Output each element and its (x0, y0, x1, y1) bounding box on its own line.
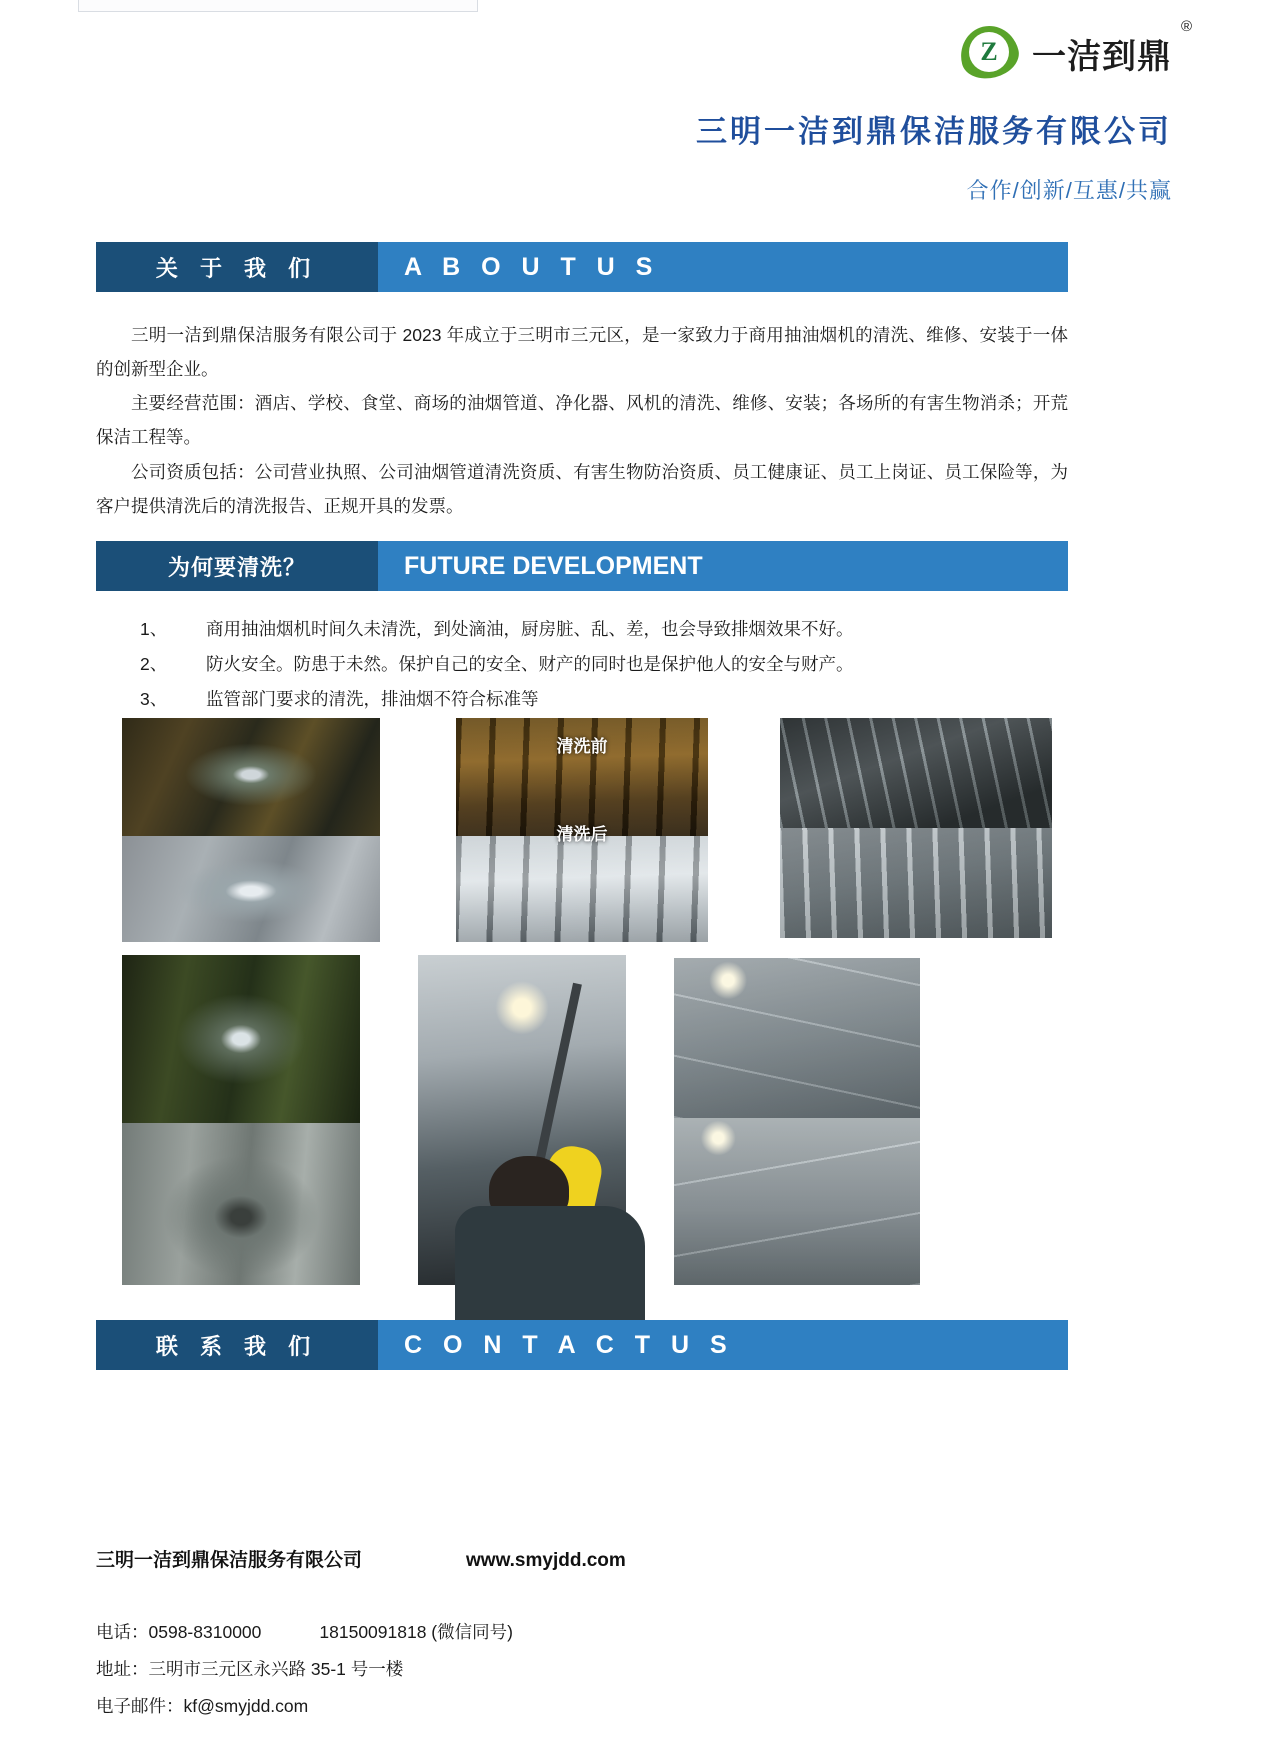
contact-cn-label: 联 系 我 们 (96, 1320, 378, 1370)
email-label: 电子邮件： (96, 1695, 184, 1716)
photo-duct-interior-dirty (122, 955, 360, 1123)
reason-number-2: 2、 (140, 654, 168, 674)
about-en-label: A B O U T U S (378, 242, 1068, 292)
photo-ceiling-duct-1 (674, 958, 920, 1118)
why-clean-list (96, 612, 1068, 717)
about-paragraph-1: 三明一洁到鼎保洁服务有限公司于 2023 年成立于三明市三元区，是一家致力于商用抽油烟机的清洗、维修、安装于一体的创新型企业。 (96, 325, 1068, 380)
why-clean-cn-label: 为何要清洗？ (96, 541, 378, 591)
caption-after: 清洗后 (556, 825, 608, 844)
logo-wordmark: 一洁到鼎 (1032, 36, 1172, 77)
phone-label: 电话： (96, 1622, 149, 1642)
contact-details (96, 1545, 1096, 1724)
phone-primary: 0598-8310000 (148, 1622, 262, 1642)
address-label: 地址： (96, 1658, 149, 1679)
contact-en-label: C O N T A C T U S (378, 1320, 1068, 1370)
page-title: 三明一洁到鼎保洁服务有限公司 (696, 114, 1172, 150)
section-banner-why-clean (96, 541, 1068, 591)
contact-address-row (96, 1651, 1096, 1688)
why-clean-en-label: FUTURE DEVELOPMENT (378, 541, 1068, 591)
phone-secondary: 18150091818 (微信同号) (319, 1622, 513, 1642)
company-slogan: 合作/创新/互惠/共赢 (966, 178, 1172, 203)
about-body (96, 318, 1068, 523)
logo-leaf-icon (960, 22, 1022, 84)
contact-phone-row (96, 1614, 1096, 1651)
reason-number-1: 1、 (140, 619, 168, 639)
photo-filters-after (456, 825, 708, 942)
email-value[interactable]: kf@smyjdd.com (183, 1695, 309, 1716)
page-header (0, 14, 1264, 224)
photo-duct-after-clean (122, 836, 380, 942)
address-value: 三明市三元区永兴路 35-1 号一楼 (148, 1658, 404, 1679)
reason-text-2: 防火安全。防患于未然。保护自己的安全、财产的同时也是保护他人的安全与财产。 (206, 654, 854, 674)
contact-email-row (96, 1688, 1096, 1725)
caption-before: 清洗前 (556, 737, 608, 756)
photo-duct-interior-gray (122, 1123, 360, 1285)
section-banner-about (96, 242, 1068, 292)
photo-hood-parts (780, 828, 1052, 938)
contact-company: 三明一洁到鼎保洁服务有限公司 (96, 1550, 363, 1571)
photo-ceiling-duct-2 (674, 1118, 920, 1285)
list-item (96, 647, 1068, 682)
contact-website[interactable]: www.smyjdd.com (466, 1550, 626, 1571)
section-banner-contact (96, 1320, 1068, 1370)
registered-mark: ® (1180, 18, 1192, 35)
photo-gallery (0, 710, 1264, 1290)
photo-filters-before (456, 718, 708, 836)
reason-text-3: 监管部门要求的清洗，排油烟不符合标准等 (206, 689, 539, 709)
reason-number-3: 3、 (140, 689, 168, 709)
photo-worker-cleaning (418, 955, 626, 1285)
photo-duct-before-dirty (122, 718, 380, 836)
about-paragraph-2: 主要经营范围：酒店、学校、食堂、商场的油烟管道、净化器、风机的清洗、维修、安装；各场所的有害生物消杀；开荒保洁工程等。 (96, 393, 1068, 448)
about-paragraph-3: 公司资质包括：公司营业执照、公司油烟管道清洗资质、有害生物防治资质、员工健康证、员工上岗证、员工保险等，为客户提供清洗后的清洗报告、正规开具的发票。 (96, 461, 1068, 516)
company-logo (960, 22, 1172, 84)
logo-letter: Z (980, 37, 998, 66)
about-cn-label: 关 于 我 们 (96, 242, 378, 292)
list-item (96, 612, 1068, 647)
photo-hood-frame (780, 718, 1052, 828)
reason-text-1: 商用抽油烟机时间久未清洗，到处滴油，厨房脏、乱、差，也会导致排烟效果不好。 (206, 619, 854, 639)
